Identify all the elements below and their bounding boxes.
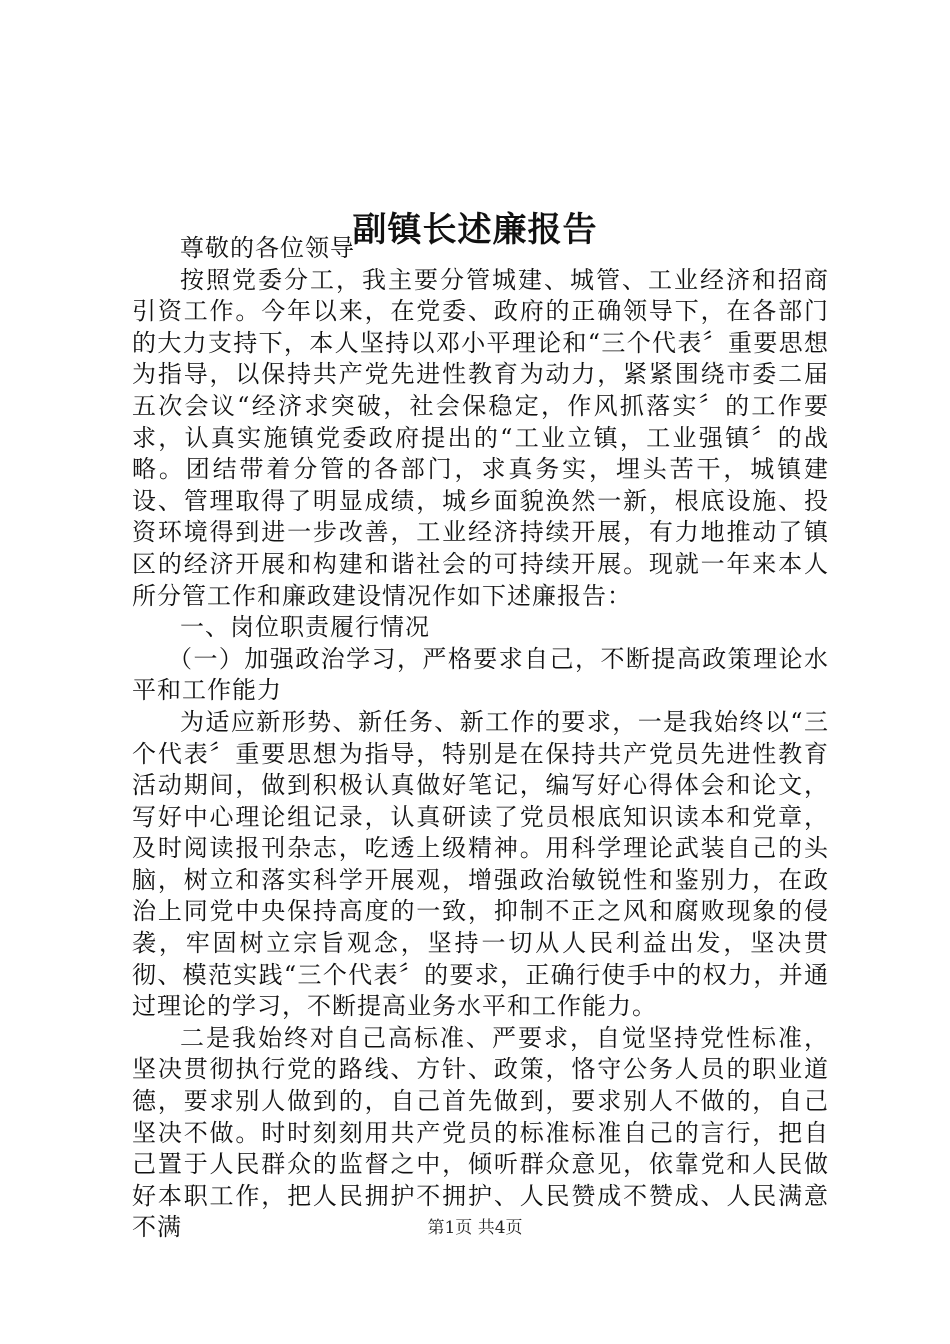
page-number-footer: 第1页 共4页 [427, 1218, 523, 1238]
salutation: 尊敬的各位领导 [180, 234, 355, 262]
subsection-heading: （一）加强政治学习，严格要求自己，不断提高政策理论水平和工作能力 [132, 644, 829, 705]
document-title: 副镇长述廉报告 [352, 209, 598, 250]
paragraph-intro: 按照党委分工，我主要分管城建、城管、工业经济和招商引资工作。今年以来，在党委、政府的正确领导下，在各部门的大力支持下，本人坚持以邓小平理论和“三个代表〞重要思想为指导，以保持共产党先进性教育为动力，紧紧围绕市委二届五次会议“经济求突破，社会保稳定，作风抓落实〞的工作要求，认真实施镇党委政府提出的“工业立镇，工业强镇〞的战略。团结带着分管的各部门，求真务实，埋头苦干，城镇建设、管理取得了明显成绩，城乡面貌涣然一新，根底设施、投资环境得到进一步改善，工业经济持续开展，有力地推动了镇区的经济开展和构建和谐社会的可持续开展。现就一年来本人所分管工作和廉政建设情况作如下述廉报告： [132, 265, 829, 610]
paragraph-standards: 二是我始终对自己高标准、严要求，自觉坚持党性标准，坚决贯彻执行党的路线、方针、政策，恪守公务人员的职业道德，要求别人做到的，自己首先做到，要求别人不做的，自己坚决不做。时时刻刻用共产党员的标准标准自己的言行，把自己置于人民群众的监督之中，倾听群众意见，依靠党和人民做好本职工作，把人民拥护不拥护、人民赞成不赞成、人民满意不满 [132, 1023, 829, 1242]
section-heading: 一、岗位职责履行情况 [180, 613, 430, 642]
document-body [132, 233, 829, 1244]
paragraph-study: 为适应新形势、新任务、新工作的要求，一是我始终以“三个代表〞重要思想为指导，特别是在保持共产党员先进性教育活动期间，做到积极认真做好笔记，编写好心得体会和论文，写好中心理论组记录，认真研读了党员根底知识读本和党章，及时阅读报刊杂志，吃透上级精神。用科学理论武装自己的头脑，树立和落实科学开展观，增强政治敏锐性和鉴别力，在政治上同党中央保持高度的一致，抑制不正之风和腐败现象的侵袭，牢固树立宗旨观念，坚持一切从人民利益出发，坚决贯彻、模范实践“三个代表〞的要求，正确行使手中的权力，并通过理论的学习，不断提高业务水平和工作能力。 [132, 707, 829, 1021]
